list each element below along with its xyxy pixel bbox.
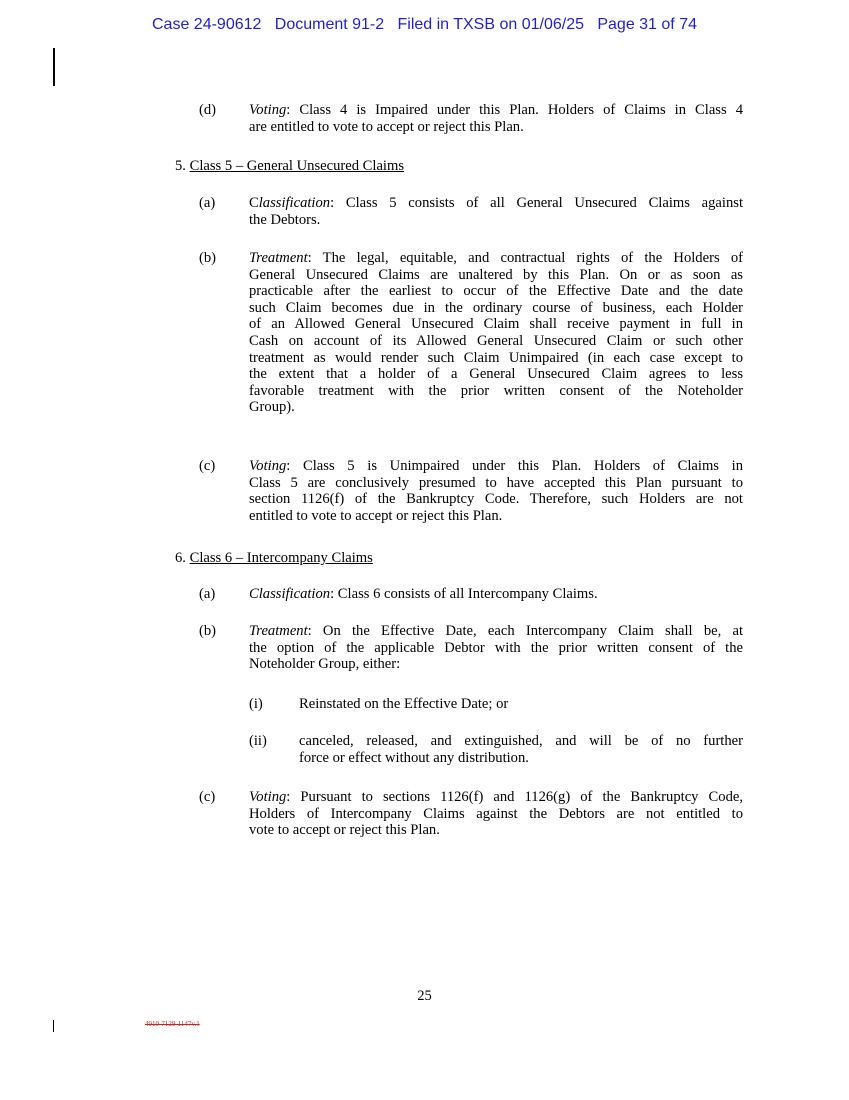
term-voting: Voting bbox=[249, 789, 287, 805]
term-classification: lassification bbox=[258, 195, 331, 211]
paragraph-line: the Debtors. bbox=[249, 211, 321, 228]
class5-a-label: (a) bbox=[199, 195, 216, 211]
class5-b-label: (b) bbox=[199, 250, 217, 266]
paragraph-line: Voting: Class 5 is Unimpaired under this Plan. Holders of Claims in bbox=[249, 458, 743, 474]
document-id: 4910-7129-1147v.1 bbox=[145, 1020, 200, 1028]
class6-c-label: (c) bbox=[199, 789, 216, 805]
page-number: 25 bbox=[417, 988, 432, 1004]
paragraph-line: Treatment: The legal, equitable, and contractual rights of the Holders of bbox=[249, 250, 743, 266]
paragraph-line: General Unsecured Claims are unaltered by this Plan. On or as soon as bbox=[249, 266, 743, 283]
case-number: Case 24-90612 bbox=[152, 16, 262, 33]
paragraph-line: force or effect without any distribution. bbox=[299, 749, 529, 766]
paragraph-line: Classification: Class 5 consists of all General Unsecured Claims against bbox=[249, 195, 743, 211]
term-voting: Voting bbox=[249, 102, 287, 118]
class6-b-label: (b) bbox=[199, 623, 217, 639]
class6-a-label: (a) bbox=[199, 586, 216, 602]
change-bar bbox=[53, 1020, 54, 1032]
change-bar bbox=[53, 48, 55, 86]
paragraph-line: vote to accept or reject this Plan. bbox=[249, 822, 440, 839]
class4-d-paragraph bbox=[249, 102, 743, 135]
paragraph-line: Voting: Class 4 is Impaired under this Plan. Holders of Claims in Class 4 bbox=[249, 102, 743, 118]
paragraph-line: such Claim becomes due in the ordinary course of business, each Holder bbox=[249, 299, 743, 316]
paragraph-line: canceled, released, and extinguished, and will be of no further bbox=[299, 733, 743, 749]
filing-header bbox=[0, 16, 849, 34]
paragraph-line: practicable after the earliest to occur of the Effective Date and the date bbox=[249, 283, 743, 300]
paragraph-line: Group). bbox=[249, 399, 295, 416]
page-info: Page 31 of 74 bbox=[597, 16, 697, 33]
paragraph-line: Class 5 are conclusively presumed to have accepted this Plan pursuant to bbox=[249, 474, 743, 491]
paragraph-line: Holders of Intercompany Claims against the Debtors are not entitled to bbox=[249, 805, 743, 822]
paragraph-line: entitled to vote to accept or reject this Plan. bbox=[249, 507, 503, 524]
term-classification: Classification bbox=[249, 586, 331, 602]
paragraph-line: favorable treatment with the prior written consent of the Noteholder bbox=[249, 382, 743, 399]
class6-b-ii-label: (ii) bbox=[249, 733, 267, 749]
term-treatment: Treatment bbox=[249, 623, 308, 639]
document-number: Document 91-2 bbox=[274, 16, 385, 33]
paragraph-line: Noteholder Group, either: bbox=[249, 656, 401, 673]
term-voting: Voting bbox=[249, 458, 287, 474]
paragraph-line: of an Allowed General Unsecured Claim shall receive payment in full in bbox=[249, 316, 743, 333]
class5-c-paragraph bbox=[249, 458, 743, 524]
class5-b-paragraph bbox=[249, 250, 743, 416]
class6-b-i-label: (i) bbox=[249, 696, 263, 712]
class4-d-label: (d) bbox=[199, 102, 217, 118]
class5-a-paragraph bbox=[249, 195, 743, 228]
class6-title: Class 6 – Intercompany Claims bbox=[189, 550, 373, 566]
class6-b-ii-paragraph bbox=[299, 733, 743, 766]
term-treatment: Treatment bbox=[249, 250, 308, 266]
paragraph-line: Treatment: On the Effective Date, each Intercompany Claim shall be, at bbox=[249, 623, 743, 639]
class5-heading: 5. Class 5 – General Unsecured Claims bbox=[175, 158, 405, 174]
class5-title: Class 5 – General Unsecured Claims bbox=[189, 158, 405, 174]
paragraph-line: the option of the applicable Debtor with the prior written consent of the bbox=[249, 639, 743, 656]
class5-c-label: (c) bbox=[199, 458, 216, 474]
class6-heading: 6. Class 6 – Intercompany Claims bbox=[175, 550, 373, 566]
class6-a-paragraph: Classification: Class 6 consists of all Intercompany Claims. bbox=[249, 586, 598, 602]
class6-b-i-text: Reinstated on the Effective Date; or bbox=[299, 696, 509, 712]
paragraph-line: the extent that a holder of a General Unsecured Claim agrees to less bbox=[249, 366, 743, 383]
paragraph-line: treatment as would render such Claim Unimpaired (in each case except to bbox=[249, 349, 743, 366]
paragraph-line: section 1126(f) of the Bankruptcy Code. Therefore, such Holders are not bbox=[249, 491, 743, 508]
filed-info: Filed in TXSB on 01/06/25 bbox=[397, 16, 584, 33]
paragraph-line: are entitled to vote to accept or reject this Plan. bbox=[249, 118, 524, 135]
paragraph-line: Cash on account of its Allowed General Unsecured Claim or such other bbox=[249, 332, 743, 349]
paragraph-line: Voting: Pursuant to sections 1126(f) and 1126(g) of the Bankruptcy Code, bbox=[249, 789, 743, 805]
class6-c-paragraph bbox=[249, 789, 743, 839]
class6-b-paragraph bbox=[249, 623, 743, 673]
